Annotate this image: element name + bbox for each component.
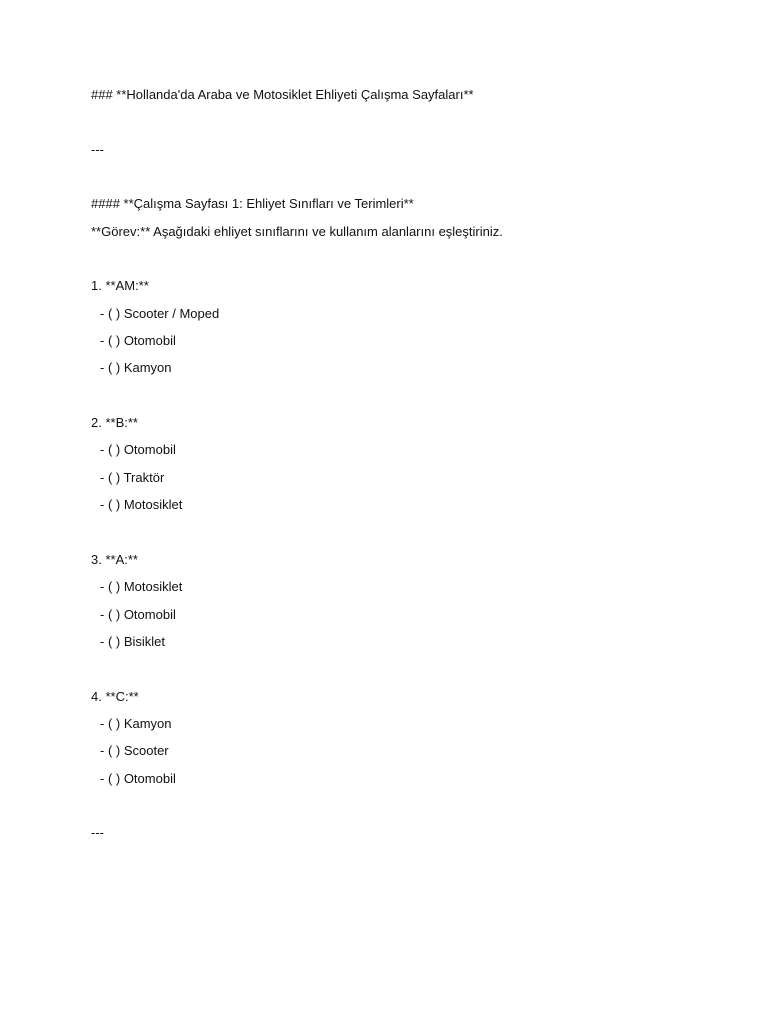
option-line: - ( ) Kamyon xyxy=(100,715,172,731)
option-line: - ( ) Bisiklet xyxy=(100,633,165,649)
option-line: - ( ) Traktör xyxy=(100,469,165,485)
document-title: ### **Hollanda'da Araba ve Motosiklet Ehliyeti Çalışma Sayfaları** xyxy=(91,87,474,102)
question-label: 4. **C:** xyxy=(91,688,139,704)
question-b xyxy=(91,414,691,523)
separator: --- xyxy=(91,141,104,157)
section-heading: #### **Çalışma Sayfası 1: Ehliyet Sınıfları ve Terimleri** xyxy=(91,196,414,212)
option-line: - ( ) Scooter / Moped xyxy=(100,305,220,321)
question-am xyxy=(91,277,691,386)
blank-line xyxy=(91,524,691,551)
separator: --- xyxy=(91,825,104,841)
option-line: - ( ) Scooter xyxy=(100,743,169,759)
option-line: - ( ) Motosiklet xyxy=(100,497,183,513)
blank-line xyxy=(91,797,691,824)
question-c xyxy=(91,688,691,797)
document-body xyxy=(91,86,691,852)
task-instruction: **Görev:** Aşağıdaki ehliyet sınıflarını ve kullanım alanlarını eşleştiriniz. xyxy=(91,223,503,239)
option-line: - ( ) Otomobil xyxy=(100,442,176,458)
blank-line xyxy=(91,113,691,140)
question-a xyxy=(91,551,691,660)
question-label: 2. **B:** xyxy=(91,415,138,431)
option-line: - ( ) Otomobil xyxy=(100,770,176,786)
blank-line xyxy=(91,660,691,687)
blank-line xyxy=(91,387,691,414)
option-line: - ( ) Kamyon xyxy=(100,360,172,376)
option-line: - ( ) Otomobil xyxy=(100,606,176,622)
option-line: - ( ) Otomobil xyxy=(100,333,176,349)
question-label: 1. **AM:** xyxy=(91,278,149,294)
question-label: 3. **A:** xyxy=(91,551,138,567)
blank-line xyxy=(91,168,691,195)
blank-line xyxy=(91,250,691,277)
option-line: - ( ) Motosiklet xyxy=(100,579,183,595)
